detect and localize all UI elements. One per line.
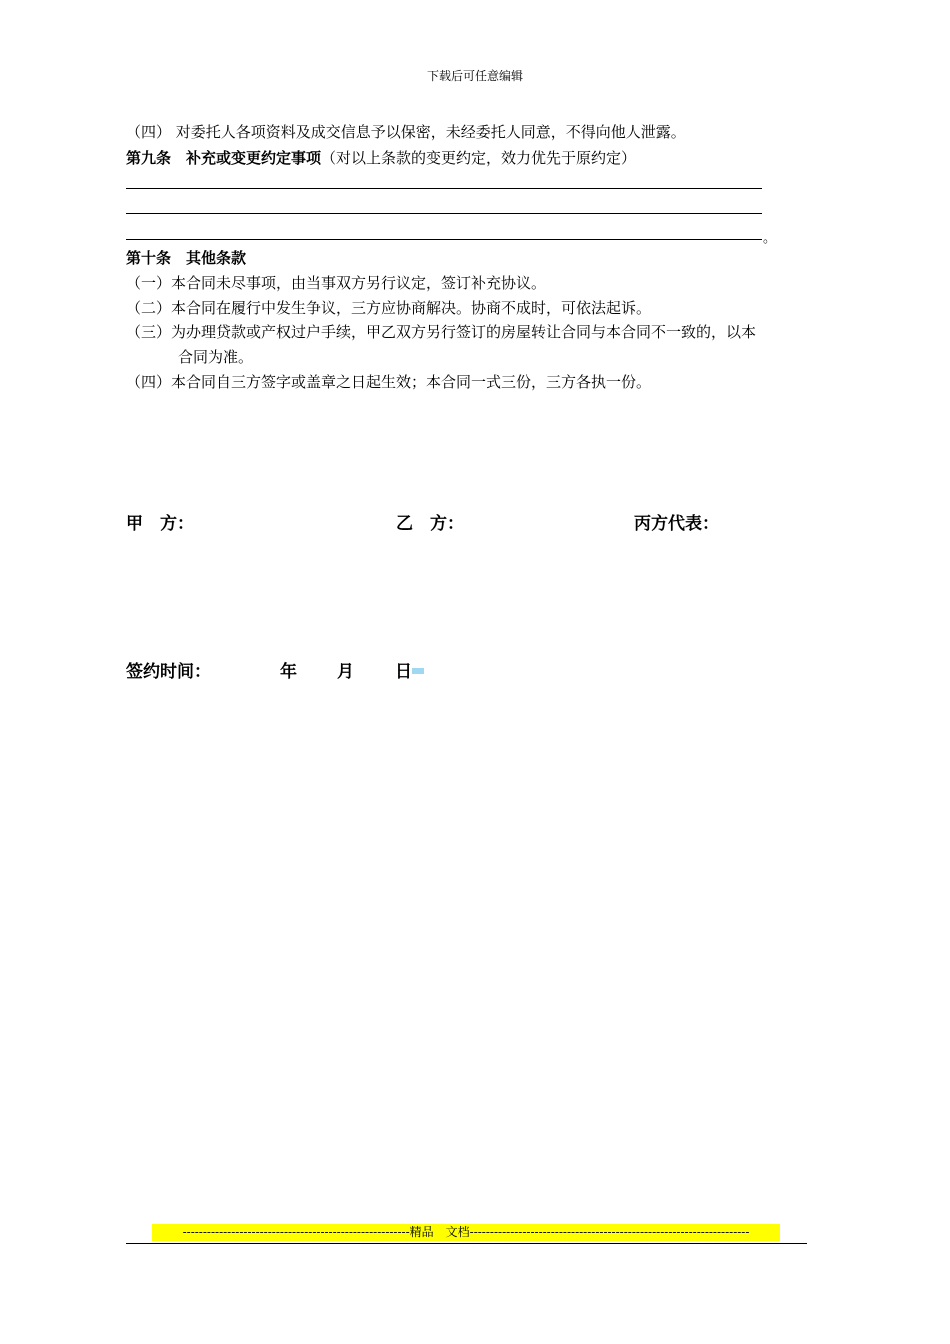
blank-line-3[interactable] [126,239,762,240]
article-10-item-1: （一）本合同未尽事项，由当事双方另行议定，签订补充协议。 [126,274,547,292]
blank-end-mark: 。 [763,231,777,246]
party-c-label: 丙方代表： [634,514,719,534]
day-label: 日 [395,662,412,682]
signing-date-label: 签约时间： [126,662,211,682]
year-label: 年 [280,662,297,682]
item-4-confidentiality: （四） 对委托人各项资料及成交信息予以保密，未经委托人同意，不得向他人泄露。 [126,123,686,141]
article-10-item-2: （二）本合同在履行中发生争议，三方应协商解决。协商不成时，可依法起诉。 [126,299,652,317]
month-label: 月 [337,662,354,682]
party-b-label: 乙 方： [396,514,464,534]
article-9-note: （对以上条款的变更约定，效力优先于原约定） [321,149,637,167]
article-10-item-3: （三）为办理贷款或产权过户手续，甲乙双方另行签订的房屋转让合同与本合同不一致的，以本 [126,323,757,341]
blank-line-1[interactable] [126,188,762,189]
page-header: 下载后可任意编辑 [426,69,523,83]
party-a-label: 甲 方： [126,514,194,534]
article-9-heading [126,148,636,168]
article-10-title: 第十条 其他条款 [126,249,247,267]
article-10-item-3-cont: 合同为准。 [178,348,254,366]
blank-line-2[interactable] [126,213,762,214]
article-10-item-4: （四）本合同自三方签字或盖章之日起生效；本合同一式三份，三方各执一份。 [126,373,652,391]
text-cursor-marker [412,668,424,674]
footer-banner: --------------------------------------------------------精品 文档--------------------------------------------------------------------- [152,1224,780,1241]
footer-rule [126,1243,807,1244]
article-9-title: 第九条 补充或变更约定事项 [126,149,322,167]
